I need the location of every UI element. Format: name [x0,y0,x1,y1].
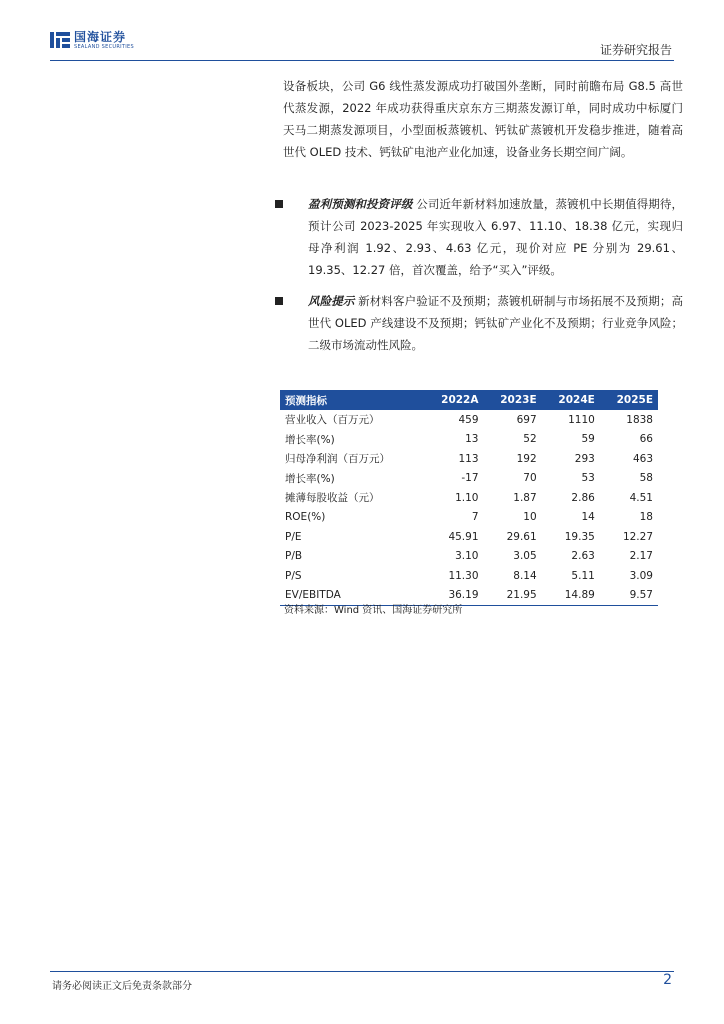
table-cell: 11.30 [448,569,479,582]
table-cell: 营业收入（百万元） [285,414,380,427]
table-cell: 12.27 [622,530,653,543]
table-cell: 8.14 [513,569,537,582]
table-cell: P/E [285,530,302,543]
table-header-cell: 预测指标 [280,390,424,410]
table-cell: 2.17 [629,550,653,563]
table-row [280,469,658,489]
table-header-cell: 2022A [424,390,483,410]
table-cell: 1.10 [455,491,479,504]
square-bullet-icon [275,200,283,208]
table-header-cell: 2024E [542,390,600,410]
table-cell: 7 [471,511,479,524]
table-cell: 463 [632,452,653,465]
rating-heading: 盈利预测和投资评级 [308,197,413,211]
table-row [280,547,658,567]
table-row [280,566,658,586]
table-cell: 21.95 [484,586,542,606]
table-cell: 192 [516,452,537,465]
table-cell: 3.09 [629,569,653,582]
table-cell: 3.10 [455,550,479,563]
table-cell: 增长率(%) [285,433,335,446]
table-cell: 53 [581,472,595,485]
table-cell: 归母净利润（百万元） [285,453,390,466]
table-row [280,488,658,508]
table-cell: 13 [465,433,479,446]
table-cell: 14.89 [542,586,600,606]
table-source-note: 资料来源：Wind 资讯、国海证券研究所 [284,605,463,616]
table-header-cell: 2023E [484,390,542,410]
table-cell: 2.63 [571,550,595,563]
risk-heading: 风险提示 [308,294,355,308]
table-row [280,508,658,528]
table-cell: 10 [523,511,537,524]
table-cell: P/B [285,550,303,563]
table-row [280,430,658,450]
table-cell: 摊薄每股收益（元） [285,492,380,505]
table-cell: 66 [639,433,653,446]
table-cell: 293 [574,452,595,465]
table-cell: ROE(%) [285,511,326,524]
table-cell: 36.19 [424,586,483,606]
page-number: 2 [663,972,672,988]
header-divider [50,60,674,61]
table-cell: 3.05 [513,550,537,563]
table-cell: 2.86 [571,491,595,504]
table-cell: 4.51 [629,491,653,504]
table-cell: 9.57 [600,586,658,606]
company-logo [50,30,134,50]
report-type-label: 证券研究报告 [599,43,672,57]
table-cell: 59 [581,433,595,446]
footer-disclaimer: 请务必阅读正文后免责条款部分 [52,981,192,992]
table-row [280,410,658,430]
table-cell: 5.11 [571,569,595,582]
table-cell: 697 [516,413,537,426]
table-cell: 113 [458,452,479,465]
forecast-table [280,390,658,606]
square-bullet-icon [275,297,283,305]
table-header-cell: 2025E [600,390,658,410]
rating-text: 公司近年新材料加速放量，蒸镀机中长期值得期待，预计公司 2023-2025 年实现收入 6.97、11.10、18.38 亿元，实现归母净利润 1.92、2.93、4.63 亿元，现价对应 PE 分别为 29.61、19.35、12.27 倍，首次覆盖，给予“买入”评级。 [308,197,684,277]
equipment-paragraph: 设备板块，公司 G6 线性蒸发源成功打破国外垄断，同时前瞻布局 G8.5 高世代蒸发源，2022 年成功获得重庆京东方三期蒸发源订单，同时成功中标厦门天马二期蒸发源项目，小型面板蒸镀机、钙钛矿蒸镀机开发稳步推进，随着高世代 OLED 技术、钙钛矿电池产业化加速，设备业务长期空间广阔。 [283,79,683,159]
risk-bullet [283,290,683,356]
table-cell: 52 [523,433,537,446]
logo-cn-text: 国海证券 [74,29,127,44]
sealand-logo-icon [50,30,70,50]
table-cell: 增长率(%) [285,472,335,485]
table-cell: 29.61 [506,530,537,543]
footer-divider [50,971,674,972]
table-cell: 18 [639,511,653,524]
table-cell: 45.91 [448,530,479,543]
table-cell: 19.35 [564,530,595,543]
table-cell: EV/EBITDA [280,586,424,606]
table-header-row [280,390,658,410]
table-cell: 1838 [626,413,653,426]
table-row [280,527,658,547]
table-cell: 1.87 [513,491,537,504]
table-cell: -17 [461,472,479,485]
table-cell: P/S [285,569,302,582]
logo-en-text: SEALAND SECURITIES [74,43,134,50]
table-cell: 459 [458,413,479,426]
table-cell: 14 [581,511,595,524]
risk-text: 新材料客户验证不及预期；蒸镀机研制与市场拓展不及预期；高世代 OLED 产线建设不及预期；钙钛矿产业化不及预期；行业竞争风险；二级市场流动性风险。 [308,294,683,352]
rating-bullet [283,193,683,281]
table-cell: 70 [523,472,537,485]
table-cell: 1110 [568,413,595,426]
table-row [280,449,658,469]
table-cell: 58 [639,472,653,485]
